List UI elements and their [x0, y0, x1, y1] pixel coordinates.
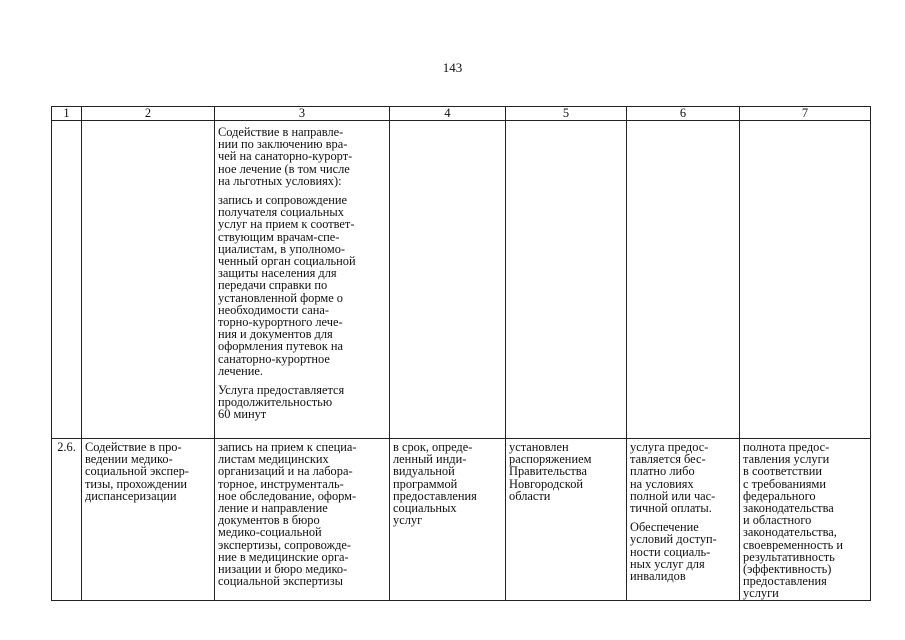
- cell-service-name: Содействие в про- ведении медико- социальной экспер- тизы, прохождении диспансеризации: [82, 439, 215, 601]
- column-number-6: 6: [627, 107, 740, 121]
- cell-conditions: [627, 439, 740, 601]
- column-number-1: 1: [52, 107, 82, 121]
- paragraph-accessibility: Обеспечение условий доступ- ности социаль- ных услуг для инвалидов: [630, 520, 717, 584]
- row-2-6: [52, 439, 871, 601]
- column-number-5: 5: [506, 107, 627, 121]
- column-number-4: 4: [390, 107, 506, 121]
- cell-number: [52, 121, 82, 439]
- cell-tariff: [506, 121, 627, 439]
- cell-quality-indicators: полнота предос- тавления услуги в соответствии с требованиями федерального законодательства и областного законодательства, своевременность и результативность (эффективность) предоставления услуги: [740, 439, 871, 601]
- paragraph-duration: Услуга предоставляется продолжительностью 60 минут: [218, 383, 345, 422]
- cell-conditions: [627, 121, 740, 439]
- paragraph-sanatorium-referral: Содействие в направле- нии по заключению вра- чей на санаторно-курорт- ное лечение (в том числе на льготных условиях):: [218, 125, 353, 188]
- cell-tariff: установлен распоряжением Правительства Новгородской области: [506, 439, 627, 601]
- page-number: 143: [442, 60, 463, 75]
- cell-service-content: [215, 121, 390, 439]
- cell-term: в срок, опреде- ленный инди- видуальной программой предоставления социальных услуг: [390, 439, 506, 601]
- cell-service-content: запись на прием к специа- листам медицинских организаций и на лабора- торное, инструменталь- ное обследование, оформ- ление и направление документов в бюро медико-социальной экспертизы, сопровожде- ние в медицинские орга- низации и бюро медико- социальной экспертизы: [215, 439, 390, 601]
- column-number-2: 2: [82, 107, 215, 121]
- cell-service-name: [82, 121, 215, 439]
- column-number-7: 7: [740, 107, 871, 121]
- cell-term: [390, 121, 506, 439]
- paragraph-appointment-escort: запись и сопровождение получателя социальных услуг на прием к соответ- ствующим врачам-спе- циалистам, в уполномо- ченный орган социальной защиты населения для передачи справки по установленной форме о необходимости сана- торно-курортного лече- ния и документов для оформления путевок на санаторно-курортное лечение.: [218, 193, 356, 378]
- column-number-3: 3: [215, 107, 390, 121]
- cell-number: 2.6.: [52, 439, 82, 601]
- continuation-row: [52, 121, 871, 439]
- paragraph-payment-terms: услуга предос- тавляется бес- платно либо на условиях полной или час- тичной оплаты.: [630, 440, 716, 516]
- column-number-row: [52, 107, 871, 121]
- cell-quality-indicators: [740, 121, 871, 439]
- services-table: [51, 106, 871, 601]
